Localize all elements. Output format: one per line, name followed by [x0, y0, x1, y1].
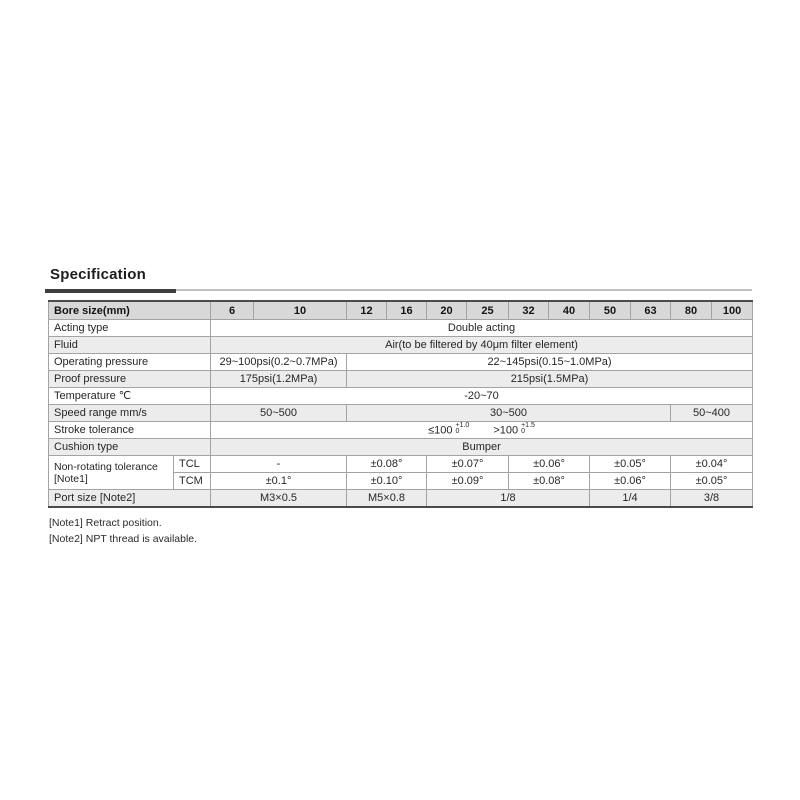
non-rotating-tcl-name: TCL: [174, 456, 211, 473]
tcl-bores-12-16: ±0.08°: [347, 456, 427, 473]
tcl-bores-80-100: ±0.04°: [671, 456, 753, 473]
bore-col-header-20: 20: [427, 301, 467, 320]
bore-size-header: Bore size(mm): [49, 301, 211, 320]
page-title: Specification: [50, 266, 146, 283]
port-size-bores-20-40: 1/8: [427, 490, 590, 508]
tcl-bores-32-40: ±0.06°: [509, 456, 590, 473]
fluid-label: Fluid: [49, 337, 211, 354]
proof-pressure-small-bores: 175psi(1.2MPa): [211, 371, 347, 388]
proof-pressure-label: Proof pressure: [49, 371, 211, 388]
proof-pressure-large-bores: 215psi(1.5MPa): [347, 371, 753, 388]
header-row: [49, 301, 753, 320]
tcm-bores-80-100: ±0.05°: [671, 473, 753, 490]
speed-range-bores-6-10: 50~500: [211, 405, 347, 422]
row-stroke-tolerance: [49, 422, 753, 439]
bore-col-header-10: 10: [254, 301, 347, 320]
port-size-label: Port size [Note2]: [49, 490, 211, 508]
stroke-tolerance-gt: >100: [493, 423, 519, 436]
speed-range-label: Speed range mm/s: [49, 405, 211, 422]
note-1: [Note1] Retract position.: [49, 517, 162, 529]
bore-col-header-12: 12: [347, 301, 387, 320]
bore-col-header-32: 32: [509, 301, 549, 320]
fluid-value: Air(to be filtered by 40μm filter element): [211, 337, 753, 354]
bore-col-header-80: 80: [671, 301, 712, 320]
row-port-size: [49, 490, 753, 508]
stroke-tolerance-label: Stroke tolerance: [49, 422, 211, 439]
operating-pressure-small-bores: 29~100psi(0.2~0.7MPa): [211, 354, 347, 371]
stroke-tolerance-le-stack: +1.0 0: [455, 421, 470, 435]
bore-col-header-25: 25: [467, 301, 509, 320]
bore-col-header-16: 16: [387, 301, 427, 320]
title-underline-dark: [45, 289, 176, 293]
row-operating-pressure: [49, 354, 753, 371]
tcl-bores-20-25: ±0.07°: [427, 456, 509, 473]
row-temperature: [49, 388, 753, 405]
non-rotating-tcm-name: TCM: [174, 473, 211, 490]
operating-pressure-large-bores: 22~145psi(0.15~1.0MPa): [347, 354, 753, 371]
port-size-bores-6-10: M3×0.5: [211, 490, 347, 508]
row-proof-pressure: [49, 371, 753, 388]
footnotes: [48, 515, 752, 547]
tcm-bores-50-63: ±0.06°: [590, 473, 671, 490]
tcm-bores-32-40: ±0.08°: [509, 473, 590, 490]
row-fluid: [49, 337, 753, 354]
tcm-bores-12-16: ±0.10°: [347, 473, 427, 490]
temperature-label: Temperature ℃: [49, 388, 211, 405]
stroke-tolerance-le: ≤100: [428, 423, 453, 436]
spec-table: [48, 300, 753, 508]
speed-range-bores-80-100: 50~400: [671, 405, 753, 422]
tcl-bores-6-10: -: [211, 456, 347, 473]
bore-col-header-6: 6: [211, 301, 254, 320]
bore-col-header-100: 100: [712, 301, 753, 320]
acting-type-label: Acting type: [49, 320, 211, 337]
port-size-bores-12-16: M5×0.8: [347, 490, 427, 508]
tcm-bores-6-10: ±0.1°: [211, 473, 347, 490]
bore-col-header-50: 50: [590, 301, 631, 320]
row-non-rotating-tcl: [49, 456, 753, 473]
acting-type-value: Double acting: [211, 320, 753, 337]
bore-col-header-40: 40: [549, 301, 590, 320]
cushion-type-label: Cushion type: [49, 439, 211, 456]
bore-col-header-63: 63: [631, 301, 671, 320]
non-rotating-label: Non-rotating tolerance [Note1]: [49, 456, 174, 490]
cushion-type-value: Bumper: [211, 439, 753, 456]
row-acting-type: [49, 320, 753, 337]
row-speed-range: [49, 405, 753, 422]
port-size-bores-50-63: 1/4: [590, 490, 671, 508]
speed-range-bores-12-63: 30~500: [347, 405, 671, 422]
row-cushion-type: [49, 439, 753, 456]
temperature-value: -20~70: [211, 388, 753, 405]
operating-pressure-label: Operating pressure: [49, 354, 211, 371]
tcm-bores-20-25: ±0.09°: [427, 473, 509, 490]
title-underline: [48, 289, 752, 293]
note-2: [Note2] NPT thread is available.: [49, 533, 198, 545]
stroke-tolerance-gt-stack: +1.5 0: [521, 421, 535, 435]
port-size-bores-80-100: 3/8: [671, 490, 753, 508]
specification-section: [48, 266, 752, 547]
stroke-tolerance-value: [211, 422, 753, 439]
tcl-bores-50-63: ±0.05°: [590, 456, 671, 473]
